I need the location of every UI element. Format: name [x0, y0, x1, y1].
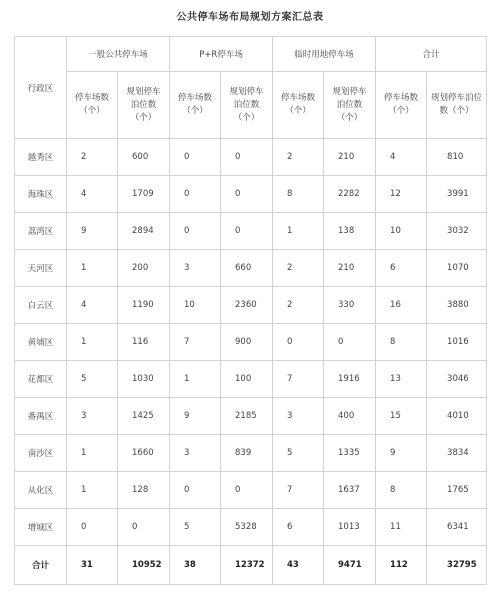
group-header-general: 一般公共停车场	[67, 37, 170, 72]
space-count-cell: 9471	[324, 546, 376, 585]
table-body	[15, 139, 487, 585]
sub-header-count: 停车场数 （个）	[67, 72, 118, 139]
lot-count-cell: 9	[376, 435, 427, 472]
lot-count-cell: 1	[67, 435, 118, 472]
lot-count-cell: 6	[376, 250, 427, 287]
space-count-cell: 1709	[118, 176, 170, 213]
parking-summary-table	[14, 36, 487, 585]
space-count-cell: 2185	[221, 398, 273, 435]
table-row	[15, 472, 487, 509]
lot-count-cell: 0	[170, 176, 221, 213]
space-count-cell: 2360	[221, 287, 273, 324]
space-count-cell: 0	[221, 176, 273, 213]
lot-count-cell: 1	[67, 324, 118, 361]
table-row	[15, 139, 487, 176]
district-name: 白云区	[15, 287, 67, 324]
district-name: 增城区	[15, 509, 67, 546]
space-count-cell: 4010	[427, 398, 487, 435]
district-name: 黄埔区	[15, 324, 67, 361]
lot-count-cell: 1	[170, 361, 221, 398]
district-name: 海珠区	[15, 176, 67, 213]
lot-count-cell: 10	[376, 213, 427, 250]
lot-count-cell: 2	[67, 139, 118, 176]
table-row	[15, 176, 487, 213]
lot-count-cell: 9	[67, 213, 118, 250]
lot-count-cell: 6	[273, 509, 324, 546]
lot-count-cell: 3	[67, 398, 118, 435]
group-header-temporary: 临时用地停车场	[273, 37, 376, 72]
space-count-cell: 210	[324, 250, 376, 287]
lot-count-cell: 8	[273, 176, 324, 213]
space-count-cell: 2282	[324, 176, 376, 213]
lot-count-cell: 9	[170, 398, 221, 435]
space-count-cell: 3046	[427, 361, 487, 398]
group-header-row	[15, 37, 487, 72]
space-count-cell: 600	[118, 139, 170, 176]
space-count-cell: 138	[324, 213, 376, 250]
lot-count-cell: 0	[67, 509, 118, 546]
space-count-cell: 32795	[427, 546, 487, 585]
lot-count-cell: 3	[273, 398, 324, 435]
space-count-cell: 12372	[221, 546, 273, 585]
district-name: 番禺区	[15, 398, 67, 435]
lot-count-cell: 5	[170, 509, 221, 546]
sub-header-spaces: 规划停车 泊位数 （个）	[324, 72, 376, 139]
space-count-cell: 200	[118, 250, 170, 287]
lot-count-cell: 5	[273, 435, 324, 472]
space-count-cell: 1013	[324, 509, 376, 546]
lot-count-cell: 15	[376, 398, 427, 435]
group-header-pr: P+R停车场	[170, 37, 273, 72]
sub-header-row	[15, 72, 487, 139]
lot-count-cell: 16	[376, 287, 427, 324]
table-row	[15, 213, 487, 250]
lot-count-cell: 31	[67, 546, 118, 585]
space-count-cell: 0	[221, 213, 273, 250]
total-row	[15, 546, 487, 585]
lot-count-cell: 4	[376, 139, 427, 176]
space-count-cell: 116	[118, 324, 170, 361]
sub-header-count: 停车场数 （个）	[273, 72, 324, 139]
space-count-cell: 1070	[427, 250, 487, 287]
lot-count-cell: 1	[67, 250, 118, 287]
lot-count-cell: 0	[170, 472, 221, 509]
district-name: 花都区	[15, 361, 67, 398]
space-count-cell: 5328	[221, 509, 273, 546]
space-count-cell: 2894	[118, 213, 170, 250]
lot-count-cell: 3	[170, 250, 221, 287]
space-count-cell: 660	[221, 250, 273, 287]
district-header: 行政区	[15, 37, 67, 139]
lot-count-cell: 8	[376, 472, 427, 509]
space-count-cell: 1030	[118, 361, 170, 398]
space-count-cell: 1425	[118, 398, 170, 435]
total-label: 合计	[15, 546, 67, 585]
lot-count-cell: 10	[170, 287, 221, 324]
space-count-cell: 1190	[118, 287, 170, 324]
space-count-cell: 0	[118, 509, 170, 546]
group-header-total: 合计	[376, 37, 487, 72]
space-count-cell: 10952	[118, 546, 170, 585]
sub-header-total-count: 停车场数 （个）	[376, 72, 427, 139]
lot-count-cell: 0	[170, 139, 221, 176]
lot-count-cell: 112	[376, 546, 427, 585]
lot-count-cell: 8	[376, 324, 427, 361]
space-count-cell: 839	[221, 435, 273, 472]
space-count-cell: 1637	[324, 472, 376, 509]
table-row	[15, 287, 487, 324]
space-count-cell: 1916	[324, 361, 376, 398]
district-name: 越秀区	[15, 139, 67, 176]
lot-count-cell: 3	[170, 435, 221, 472]
lot-count-cell: 7	[273, 361, 324, 398]
district-name: 荔湾区	[15, 213, 67, 250]
sub-header-count: 停车场数 （个）	[170, 72, 221, 139]
space-count-cell: 330	[324, 287, 376, 324]
space-count-cell: 100	[221, 361, 273, 398]
lot-count-cell: 1	[67, 472, 118, 509]
space-count-cell: 1335	[324, 435, 376, 472]
table-title: 公共停车场布局规划方案汇总表	[176, 12, 324, 23]
space-count-cell: 3834	[427, 435, 487, 472]
space-count-cell: 1765	[427, 472, 487, 509]
lot-count-cell: 1	[273, 213, 324, 250]
lot-count-cell: 4	[67, 287, 118, 324]
lot-count-cell: 2	[273, 287, 324, 324]
lot-count-cell: 2	[273, 250, 324, 287]
table-row	[15, 435, 487, 472]
lot-count-cell: 4	[67, 176, 118, 213]
lot-count-cell: 7	[170, 324, 221, 361]
lot-count-cell: 43	[273, 546, 324, 585]
lot-count-cell: 11	[376, 509, 427, 546]
lot-count-cell: 0	[273, 324, 324, 361]
space-count-cell: 900	[221, 324, 273, 361]
space-count-cell: 1660	[118, 435, 170, 472]
district-name: 天河区	[15, 250, 67, 287]
space-count-cell: 3991	[427, 176, 487, 213]
space-count-cell: 0	[221, 139, 273, 176]
table-row	[15, 324, 487, 361]
space-count-cell: 128	[118, 472, 170, 509]
space-count-cell: 3032	[427, 213, 487, 250]
space-count-cell: 0	[221, 472, 273, 509]
space-count-cell: 810	[427, 139, 487, 176]
lot-count-cell: 12	[376, 176, 427, 213]
lot-count-cell: 0	[170, 213, 221, 250]
table-row	[15, 361, 487, 398]
table-row	[15, 398, 487, 435]
district-name: 南沙区	[15, 435, 67, 472]
space-count-cell: 0	[324, 324, 376, 361]
table-row	[15, 250, 487, 287]
space-count-cell: 1016	[427, 324, 487, 361]
space-count-cell: 400	[324, 398, 376, 435]
lot-count-cell: 5	[67, 361, 118, 398]
table-row	[15, 509, 487, 546]
lot-count-cell: 13	[376, 361, 427, 398]
lot-count-cell: 2	[273, 139, 324, 176]
space-count-cell: 6341	[427, 509, 487, 546]
space-count-cell: 3880	[427, 287, 487, 324]
lot-count-cell: 7	[273, 472, 324, 509]
sub-header-spaces: 规划停车 泊位数 （个）	[221, 72, 273, 139]
sub-header-spaces: 规划停车 泊位数 （个）	[118, 72, 170, 139]
space-count-cell: 210	[324, 139, 376, 176]
lot-count-cell: 38	[170, 546, 221, 585]
district-name: 从化区	[15, 472, 67, 509]
sub-header-total-spaces: 规划停车泊位 数（个）	[427, 72, 487, 139]
